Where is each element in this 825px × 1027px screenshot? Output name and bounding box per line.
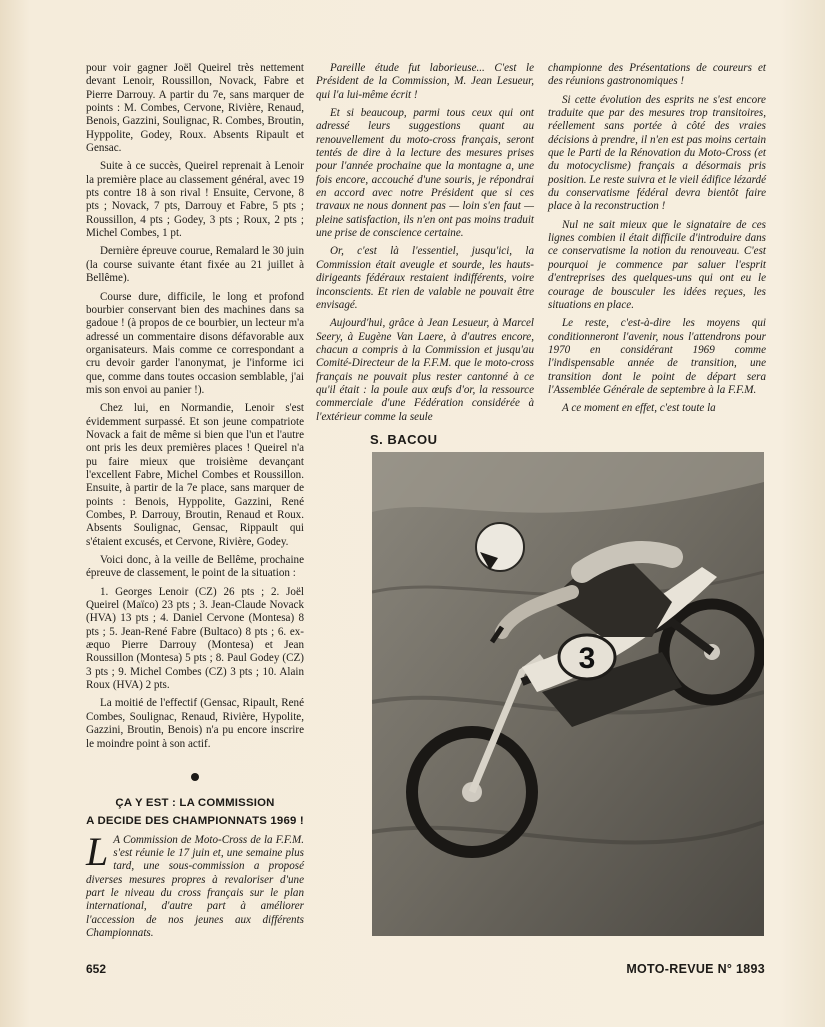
paragraph: Or, c'est là l'essentiel, jusqu'ici, la Commission était aveugle et sourde, les hauts-dirigeants fédéraux restaient indifférents, voire inconscients. Et rien de valable ne pouvait être envisagé. — [316, 245, 534, 311]
paragraph: Si cette évolution des esprits ne s'est encore traduite que par des mesures trop transitoires, réellement sans portée à côté des vraies décisions à prendre, il n'en est pas moins certain que le Parti de la Rénovation du Moto-Cross (et du motocyclisme) français a désormais pris position. Le reste suivra et le vieil édifice lézardé du conservatisme fédéral devra bientôt faire place à la reconstruction ! — [548, 93, 766, 213]
paragraph: Course dure, difficile, le long et profond bourbier conservant bien des machines dans sa gadoue ! (à propos de ce bourbier, un lecteur m'a adressé un commentaire disons défavorable aux organisateurs. Mais comme ce correspondant a cru devoir garder l'anonymat, je l'informe ici que, comme dans toutes occasion semblable, j'ai mis son envoi au panier !). — [86, 290, 304, 396]
lede-paragraph — [86, 828, 304, 941]
paragraph: pour voir gagner Joël Queirel très nettement devant Lenoir, Roussillon, Novack, Fabre et Pierre Darrouy. A partir du 7e, sans marquer de points : M. Combes, Cervone, Rivière, Renaud, Benois, Gazzini, Soulignac, R. Combes, Broutin, Hyppolite, Godey, Roux. Absents Ripault et Gensac. — [86, 62, 304, 155]
paragraph: Le reste, c'est-à-dire les moyens qui conditionneront l'avenir, nous l'attendrons pour 1970 en considérant 1969 comme l'indispensable année de transition, une transition dont le point de départ sera l'Assemblée Générale de septembre à la F.F.M. — [548, 317, 766, 396]
paragraph: Chez lui, en Normandie, Lenoir s'est évidemment surpassé. Et son jeune compatriote Novack a fait de même si bien que l'un et l'autre ont pris les deux premières places ! Queirel n'a pu faire mieux que troisième devançant l'excellent Fabre, Michel Combes et Roussillon. Ensuite, à partir de la 7e place, sans marquer de points : Benois, Hyppolite, Gazzini, René Combes, P. Darrouy, Broutin, Renaud et Roux. Absents Soulignac, Gensac, Rippault qui s'étaient excusés, et Cervone, Rivière, Godey. — [86, 402, 304, 548]
section-heading-line1: ÇA Y EST : LA COMMISSION — [115, 796, 275, 809]
lede-text: A Commission de Moto-Cross de la F.F.M. s'est réunie le 17 juin et, une semaine plus tard, une sous-commission a proposé diverses mesures propres à revaloriser d'une part le niveau du cross français sur le plan international, d'autre part à améliorer l'accession de nos jeunes aux différents Championnats. — [86, 833, 304, 939]
motocross-photo — [372, 452, 764, 936]
section-heading-line2: A DECIDE DES CHAMPIONNATS 1969 ! — [86, 815, 304, 828]
paragraph: Dernière épreuve courue, Remalard le 30 juin (la course suivante étant fixée au 21 juillet à Bellême). — [86, 245, 304, 285]
column-right — [548, 62, 766, 421]
paragraph: Suite à ce succès, Queirel reprenait à Lenoir la première place au classement général, avec 19 pts contre 18 à son rival ! Ensuite, Cervone, 8 pts ; Novack, 7 pts, Darrouy et Fabre, 5 pts ; Roussillon, 4 pts ; Godey, 3 pts ; Roux, 2 pts ; Michel Combes, 1 pt. — [86, 160, 304, 240]
magazine-issue: MOTO-REVUE N° 1893 — [626, 962, 765, 976]
paragraph: Aujourd'hui, grâce à Jean Lesueur, à Marcel Seery, à Eugène Van Laere, à d'autres encore, chacun a compris à la Commission et jusqu'au Comité-Directeur de la F.F.M. que le moto-cross français ne pouvait plus rester cantonné à ce qu'il était : la poule aux œufs d'or, la ressource commerciale d'une Fédération considérée à l'extérieur comme la seule — [316, 317, 534, 423]
paragraph: Voici donc, à la veille de Bellême, prochaine épreuve de classement, le point de la situation : — [86, 554, 304, 580]
paragraph: Pareille étude fut laborieuse... C'est le Président de la Commission, M. Jean Lesueur, qui l'a lui-même écrit ! — [316, 62, 534, 101]
section-bullet — [191, 773, 199, 781]
column-left — [86, 62, 304, 945]
page-number: 652 — [86, 962, 107, 976]
standings-paragraph: 1. Georges Lenoir (CZ) 26 pts ; 2. Joël Queirel (Maïco) 23 pts ; 3. Jean-Claude Novack (HVA) 13 pts ; 4. Daniel Cervone (Montesa) 8 pts ; 5. Jean-René Fabre (Bultaco) 8 pts ; 6. ex-æquo Pierre Darrouy (Montesa) et Jean Roussillon (Montesa) 5 pts ; 8. Paul Godey (CZ) 3 pts ; 9. Michel Combes (CZ) 3 pts ; 10. Alain Roux (HVA) 2 pts. — [86, 585, 304, 692]
rider-illustration — [372, 452, 764, 936]
paragraph: championne des Présentations de coureurs et des réunions gastronomiques ! — [548, 62, 766, 88]
photo-caption: S. BACOU — [370, 432, 438, 447]
paragraph: Et si beaucoup, parmi tous ceux qui ont adressé leurs suggestions quant au renouvellement du moto-cross français, seront tentés de dire à la lecture des mesures prises pour l'année prochaine que la montagne a, une fois encore, accouché d'une souris, je répondrai en accord avec notre Président que si ces travaux ne nous donnent pas — loin s'en faut — pleine satisfaction, ils n'en ont pas moins traduit une prise de conscience certaine. — [316, 107, 534, 240]
plate-number: 3 — [578, 642, 596, 675]
paragraph: La moitié de l'effectif (Gensac, Ripault, René Combes, Soulignac, Renaud, Rivière, Hypolite, Gazzini, Broutin, Benois) n'a pu encore inscrire le moindre point à son actif. — [86, 697, 304, 750]
paragraph: A ce moment en effet, c'est toute la — [562, 402, 716, 415]
column-middle — [316, 62, 534, 429]
drop-cap: L — [86, 828, 109, 874]
paragraph: Nul ne sait mieux que le signataire de ces lignes combien il était difficile d'introduire dans ce conservatisme la notion du renouveau. C'est pourquoi je commence par saluer l'esprit d'entreprises des quelques-uns qui ont eu le courage de bousculer les idées reçues, les situations en place. — [548, 218, 766, 311]
